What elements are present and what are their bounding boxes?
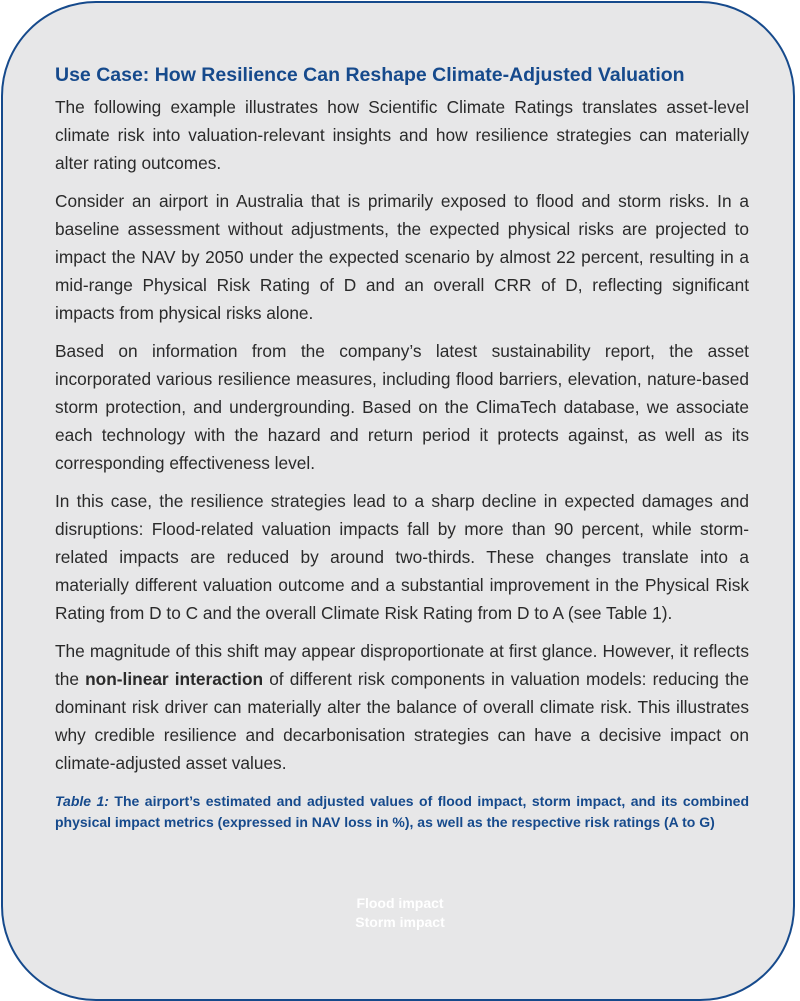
use-case-card	[1, 1, 795, 1001]
paragraph-non-linear-start: The magnitude of this shift may appear disproportionate at first glance. However, it reflects the	[55, 641, 749, 689]
table-row-labels	[0, 894, 800, 932]
paragraph-baseline: Consider an airport in Australia that is primarily exposed to flood and storm risks. In a baseline assessment without adjustments, the expected physical risks are projected to impact the NAV by 2050 under the expected scenario by almost 22 percent, resulting in a mid-range Physical Risk Rating of D and an overall CRR of D, reflecting significant impacts from physical risks alone.	[55, 191, 749, 323]
paragraph-non-linear	[55, 637, 749, 777]
table-row-label-flood: Flood impact	[356, 895, 444, 911]
paragraph-intro: The following example illustrates how Scientific Climate Ratings translates asset-level climate risk into valuation-relevant insights and how resilience strategies can materially alter rating outcomes.	[55, 97, 749, 173]
table-row-label-storm: Storm impact	[355, 914, 445, 930]
use-case-heading: Use Case: How Resilience Can Reshape Climate-Adjusted Valuation	[55, 64, 685, 86]
non-linear-interaction-emphasis: non-linear interaction	[85, 669, 264, 689]
table-caption-text: The airport’s estimated and adjusted values of flood impact, storm impact, and its combined physical impact metrics (expressed in NAV loss in %), as well as the respective risk ratings (A to G)	[55, 793, 749, 830]
paragraph-outcome: In this case, the resilience strategies lead to a sharp decline in expected damages and disruptions: Flood-related valuation impacts fall by more than 90 percent, while storm-related impacts are reduced by around two-thirds. These changes translate into a materially different valuation outcome and a substantial improvement in the Physical Risk Rating from D to C and the overall Climate Risk Rating from D to A (see Table 1).	[55, 491, 749, 623]
table-caption	[55, 791, 749, 833]
paragraph-non-linear-end: of different risk components in valuation models: reducing the dominant risk driver can materially alter the balance of overall climate risk. This illustrates why credible resilience and decarbonisation strategies can have a decisive impact on climate-adjusted asset values.	[55, 669, 749, 773]
card-content	[55, 61, 749, 833]
paragraph-resilience-measures: Based on information from the company’s latest sustainability report, the asset incorporated various resilience measures, including flood barriers, elevation, nature-based storm protection, and undergrounding. Based on the ClimaTech database, we associate each technology with the hazard and return period it protects against, as well as its corresponding effectiveness level.	[55, 341, 749, 473]
table-caption-label: Table 1:	[55, 793, 109, 809]
